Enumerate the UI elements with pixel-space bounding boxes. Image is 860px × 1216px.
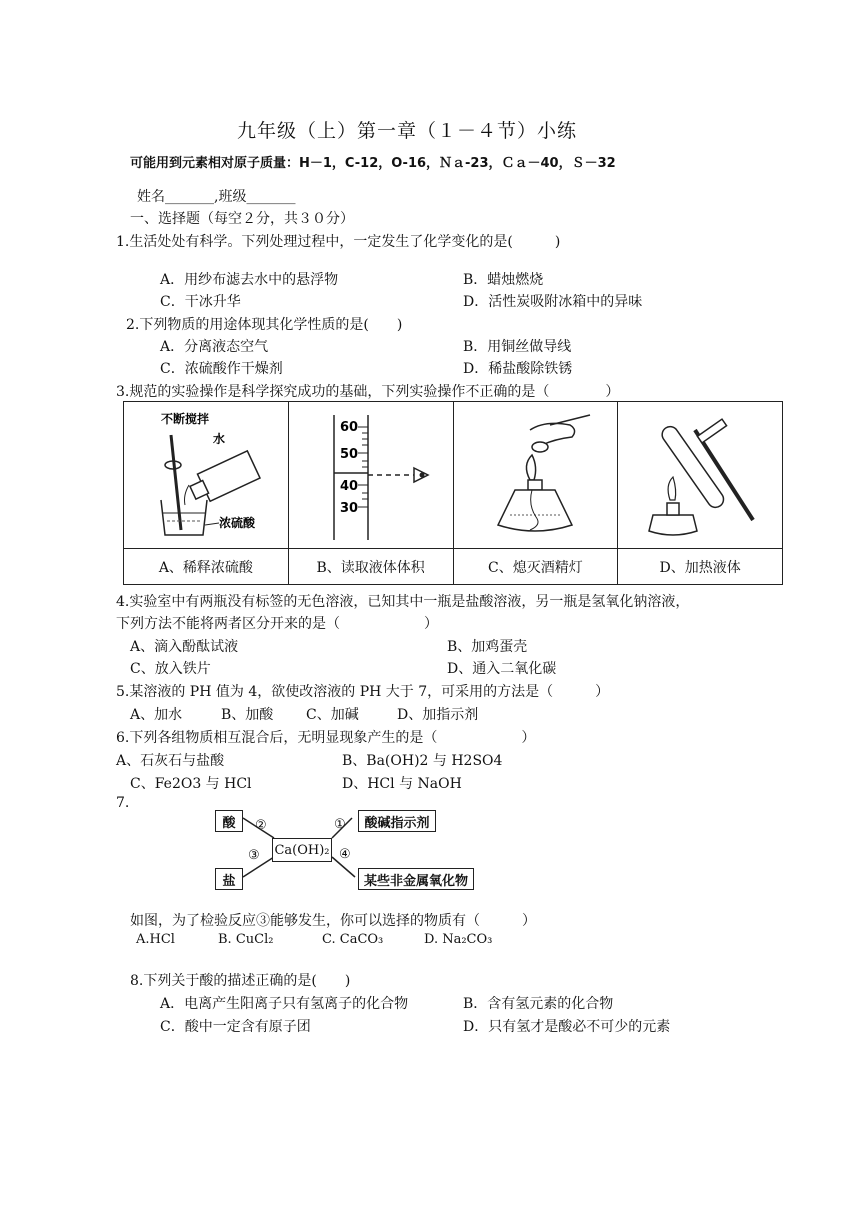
atomic-masses: 可能用到元素相对原子质量：H－1，C-12，O-16，Ｎａ-23，Ｃａ－40，Ｓ－32 bbox=[130, 156, 616, 171]
q5-option-b: B、加酸 bbox=[221, 707, 274, 723]
cylinder-reading-figure bbox=[296, 405, 446, 545]
figure-a-cell bbox=[124, 402, 289, 549]
q5-option-c: C、加碱 bbox=[306, 707, 359, 723]
q4-option-a: A、滴入酚酞试液 bbox=[130, 639, 239, 655]
fig-a-label-acid: 浓硫酸 bbox=[218, 516, 255, 530]
question-7-stem: 如图，为了检验反应③能够发生，你可以选择的物质有（ ） bbox=[130, 913, 536, 929]
tick-30: 30 bbox=[339, 501, 358, 516]
q4-option-b: B、加鸡蛋壳 bbox=[447, 639, 528, 655]
q6-option-b: B、Ba(OH)2 与 H2SO4 bbox=[342, 753, 503, 769]
figure-b-cell bbox=[288, 402, 453, 549]
q5-option-d: D、加指示剂 bbox=[397, 707, 479, 723]
diagram-center-box: Ca(OH)₂ bbox=[272, 838, 332, 862]
tick-60: 60 bbox=[339, 420, 358, 435]
question-5-stem: 5.某溶液的 PH 值为 4，欲使改溶液的 PH 大于 7，可采用的方法是（ ） bbox=[116, 684, 610, 700]
q8-option-b: B．含有氢元素的化合物 bbox=[463, 996, 614, 1012]
q7-option-b: B. CuCl₂ bbox=[218, 932, 274, 947]
question-7-number: 7. bbox=[116, 795, 130, 811]
fig-a-label-water: 水 bbox=[212, 432, 225, 446]
heat-liquid-figure bbox=[625, 405, 775, 545]
diagram-acid-box: 酸 bbox=[215, 810, 243, 832]
q6-option-c: C、Fe2O3 与 HCl bbox=[130, 776, 252, 792]
experiment-table bbox=[123, 401, 783, 585]
q1-option-d: D．活性炭吸附冰箱中的异味 bbox=[463, 294, 643, 310]
name-class-line: 姓名_______,班级_______ bbox=[137, 189, 296, 205]
diagram-indicator-box: 酸碱指示剂 bbox=[358, 810, 436, 832]
q5-option-a: A、加水 bbox=[130, 707, 183, 723]
diagram-oxide-box: 某些非金属氧化物 bbox=[358, 868, 474, 890]
figure-d-cell bbox=[618, 402, 783, 549]
caption-d: D、加热液体 bbox=[618, 549, 783, 585]
diagram-salt-box: 盐 bbox=[215, 868, 243, 890]
q1-option-c: C．干冰升华 bbox=[160, 294, 241, 310]
q2-option-c: C．浓硫酸作干燥剂 bbox=[160, 361, 283, 377]
section-heading: 一、选择题（每空２分，共３０分） bbox=[130, 211, 354, 227]
q7-option-d: D. Na₂CO₃ bbox=[424, 932, 493, 947]
caption-c: C、熄灭酒精灯 bbox=[453, 549, 618, 585]
question-3-stem: 3.规范的实验操作是科学探究成功的基础，下列实验操作不正确的是（ ） bbox=[116, 384, 620, 400]
question-6-stem: 6.下列各组物质相互混合后，无明显现象产生的是（ ） bbox=[116, 730, 536, 746]
page-title: 九年级（上）第一章（１－４节）小练 bbox=[237, 120, 578, 142]
caption-a: A、稀释浓硫酸 bbox=[124, 549, 289, 585]
diagram-number-4: ④ bbox=[339, 847, 351, 862]
q1-option-b: B．蜡烛燃烧 bbox=[463, 272, 544, 288]
q1-option-a: A．用纱布滤去水中的悬浮物 bbox=[160, 272, 339, 288]
dilute-acid-figure bbox=[131, 405, 281, 545]
question-1-stem: 1.生活处处有科学。下列处理过程中，一定发生了化学变化的是( ) bbox=[116, 234, 561, 250]
q2-option-d: D．稀盐酸除铁锈 bbox=[463, 361, 573, 377]
question-4-stem-line2: 下列方法不能将两者区分开来的是（ ） bbox=[116, 616, 438, 632]
q8-option-a: A．电离产生阳离子只有氢离子的化合物 bbox=[160, 996, 409, 1012]
fig-a-label-stir: 不断搅拌 bbox=[160, 412, 209, 426]
diagram-number-3: ③ bbox=[248, 848, 260, 863]
figure-c-cell bbox=[453, 402, 618, 549]
question-8-stem: 8.下列关于酸的描述正确的是( ) bbox=[130, 973, 351, 989]
q4-option-d: D、通入二氧化碳 bbox=[447, 661, 557, 677]
q6-option-a: A、石灰石与盐酸 bbox=[116, 753, 225, 769]
q2-option-a: A．分离液态空气 bbox=[160, 339, 269, 355]
tick-40: 40 bbox=[339, 479, 358, 494]
diagram-number-2: ② bbox=[255, 818, 267, 833]
q8-option-c: C．酸中一定含有原子团 bbox=[160, 1019, 311, 1035]
question-4-stem-line1: 4.实验室中有两瓶没有标签的无色溶液，已知其中一瓶是盐酸溶液，另一瓶是氢氧化钠溶液， bbox=[116, 594, 690, 610]
q7-option-c: C. CaCO₃ bbox=[322, 932, 384, 947]
q8-option-d: D．只有氢才是酸必不可少的元素 bbox=[463, 1019, 671, 1035]
tick-50: 50 bbox=[339, 447, 358, 462]
q2-option-b: B．用铜丝做导线 bbox=[463, 339, 572, 355]
q4-option-c: C、放入铁片 bbox=[130, 661, 211, 677]
diagram-number-1: ① bbox=[334, 817, 346, 832]
question-2-stem: 2.下列物质的用途体现其化学性质的是( ) bbox=[126, 317, 403, 333]
blow-out-lamp-figure bbox=[460, 405, 610, 545]
q6-option-d: D、HCl 与 NaOH bbox=[342, 776, 462, 792]
q7-option-a: A.HCl bbox=[136, 932, 175, 947]
caption-b: B、读取液体体积 bbox=[288, 549, 453, 585]
